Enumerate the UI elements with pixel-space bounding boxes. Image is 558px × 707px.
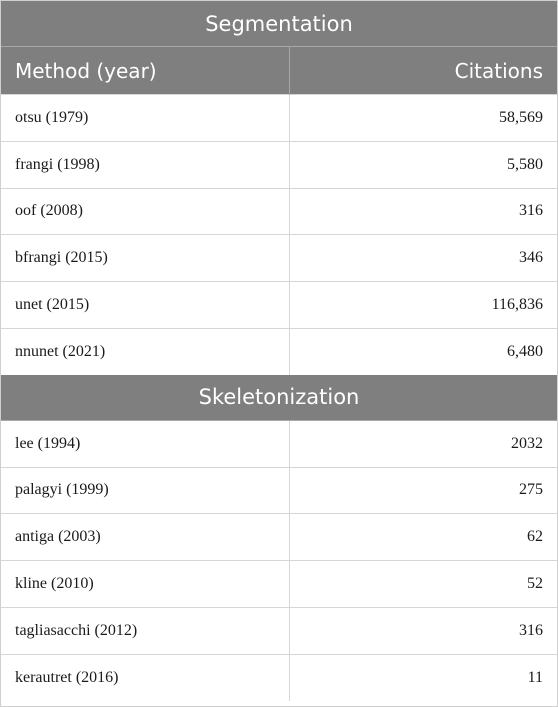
method-cell: antiga (2003) xyxy=(1,514,289,561)
table-row xyxy=(1,654,557,700)
method-cell: otsu (1979) xyxy=(1,95,289,142)
citations-cell: 2032 xyxy=(289,420,557,467)
column-header-citations: Citations xyxy=(289,47,557,95)
section-title-segmentation: Segmentation xyxy=(1,1,557,47)
table-row xyxy=(1,607,557,654)
method-cell: frangi (1998) xyxy=(1,141,289,188)
table-row xyxy=(1,235,557,282)
citations-table xyxy=(1,1,557,701)
table-row xyxy=(1,420,557,467)
citations-cell: 275 xyxy=(289,467,557,514)
method-cell: oof (2008) xyxy=(1,188,289,235)
table-row xyxy=(1,328,557,374)
citations-cell: 58,569 xyxy=(289,95,557,142)
table-row xyxy=(1,95,557,142)
table-row xyxy=(1,514,557,561)
citations-cell: 62 xyxy=(289,514,557,561)
citations-cell: 316 xyxy=(289,607,557,654)
column-header-method: Method (year) xyxy=(1,47,289,95)
table-row xyxy=(1,467,557,514)
citations-cell: 6,480 xyxy=(289,328,557,374)
method-cell: nnunet (2021) xyxy=(1,328,289,374)
method-cell: unet (2015) xyxy=(1,282,289,329)
method-cell: tagliasacchi (2012) xyxy=(1,607,289,654)
method-cell: kline (2010) xyxy=(1,561,289,608)
method-cell: palagyi (1999) xyxy=(1,467,289,514)
citations-cell: 346 xyxy=(289,235,557,282)
section-header-segmentation xyxy=(1,1,557,47)
citations-cell: 116,836 xyxy=(289,282,557,329)
citations-cell: 5,580 xyxy=(289,141,557,188)
table-row xyxy=(1,141,557,188)
table-row xyxy=(1,282,557,329)
method-cell: lee (1994) xyxy=(1,420,289,467)
table-row xyxy=(1,188,557,235)
section-title-skeletonization: Skeletonization xyxy=(1,375,557,421)
citations-cell: 316 xyxy=(289,188,557,235)
section-header-skeletonization xyxy=(1,375,557,421)
method-cell: kerautret (2016) xyxy=(1,654,289,700)
table-row xyxy=(1,561,557,608)
method-cell: bfrangi (2015) xyxy=(1,235,289,282)
citations-cell: 52 xyxy=(289,561,557,608)
citations-cell: 11 xyxy=(289,654,557,700)
column-header-row xyxy=(1,47,557,95)
